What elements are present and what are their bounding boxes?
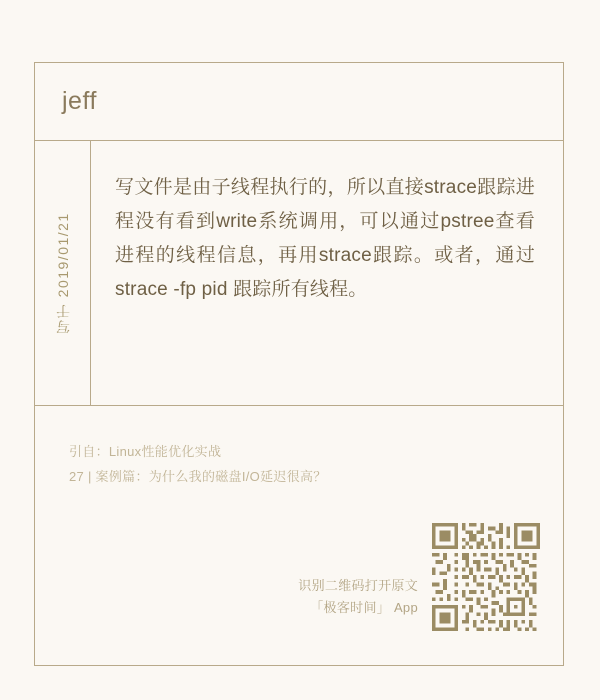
card-body — [35, 141, 563, 406]
qr-code[interactable] — [432, 523, 540, 631]
citation-block — [35, 406, 563, 489]
citation-article: 27 | 案例篇：为什么我的磁盘I/O延迟很高？ — [69, 469, 327, 484]
quote-text: 写文件是由子线程执行的，所以直接strace跟踪进程没有看到write系统调用，可以通过pstree查看进程的线程信息，再用strace跟踪。或者，通过strace -fp pid 跟踪所有线程。 — [115, 177, 535, 300]
written-date: 写于 2019/01/21 — [54, 212, 71, 334]
author-name: jeff — [62, 87, 97, 115]
date-column — [35, 141, 91, 405]
citation-source: 引自：Linux性能优化实战 — [69, 444, 222, 459]
content-column — [91, 141, 563, 405]
card-footer — [35, 521, 563, 651]
card-header — [35, 63, 563, 141]
footer-app-name: 「极客时间」 App — [310, 600, 418, 615]
footer-hint: 识别二维码打开原文 — [298, 578, 418, 593]
quote-card — [34, 62, 564, 666]
footer-text-block — [298, 575, 418, 619]
